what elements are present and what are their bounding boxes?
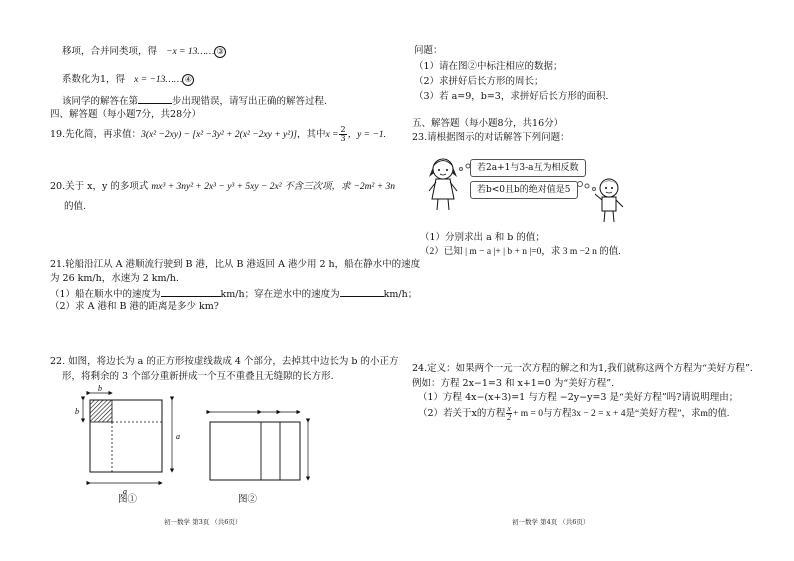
question-19 <box>50 126 386 143</box>
q24-p2-lead: （2）若关于x的方程 <box>418 408 506 419</box>
question-24-line2: 例如：方程 2x−1=3 和 x+1=0 为“美好方程”. <box>412 378 615 389</box>
q19-where: ，其中 <box>296 129 326 140</box>
q24-frac-num: x <box>507 404 511 413</box>
q24-p2-rest: + m = 0与方程3x − 2 = x + 4是“美好方程”，求m的值. <box>512 409 730 419</box>
q21-p1-c: km/h； <box>383 289 418 300</box>
question-24-line4 <box>418 404 729 424</box>
q19-x-den: 3 <box>340 134 346 143</box>
step-coeff-line <box>62 74 194 86</box>
figure-2-diagram <box>204 404 316 494</box>
question-21-line1: 21.轮船沿江从 A 港顺流行驶到 B 港，比从 B 港返回 A 港少用 2 h，船在静水中的速度 <box>50 259 421 270</box>
question-21-line2: 为 26 km/h，水速为 2 km/h. <box>50 273 179 284</box>
answer-blank-upstream[interactable] <box>340 287 384 297</box>
q21-p1-a: （1）船在顺水中的速度为 <box>50 289 161 300</box>
figure-2-caption: 图② <box>238 494 258 505</box>
question-21-line4: （2）求 A 港和 B 港的距离是多少 km? <box>50 301 219 312</box>
fig1-label-b-top: b <box>98 384 102 393</box>
question-24-line1: 24.定义：如果两个一元一次方程的解之和为1,我们就称这两个方程为“美好方程”. <box>412 363 753 374</box>
question-22-line1: 22. 如图，将边长为 a 的正方形按虚线裁成 4 个部分，去掉其中边长为 b 的小正方 <box>50 356 399 367</box>
q20-polynomial: mx³ + 3ny² + 2x³ − y³ + 5xy − 2x² 不含三次项，求 <box>151 182 351 192</box>
question-20-line2: 的值. <box>64 201 87 212</box>
figure-1-diagram <box>72 384 192 504</box>
q19-y-eq: ，y = −1. <box>347 130 386 140</box>
question-22-line2: 形，将剩余的 3 个部分重新拼成一个互不重叠且无缝隙的长方形. <box>62 371 334 382</box>
error-question-a: 该同学的解答在第 <box>62 96 139 107</box>
q24-fraction <box>506 405 512 422</box>
error-question-b: 步出现错误，请写出正确的解答过程. <box>172 96 328 107</box>
problem-part-3: （3）若 a=9，b=3，求拼好后长方形的面积. <box>414 91 609 102</box>
section-5-heading: 五、解答题（每小题8分，共16分） <box>412 118 564 129</box>
error-question <box>62 94 327 108</box>
q20-lead: 20.关于 x，y 的多项式 <box>50 181 149 192</box>
section-4-heading: 四、解答题（每小题7分，共28分） <box>50 109 202 120</box>
q19-x-eq: x = <box>325 130 339 140</box>
q21-p1-b: km/h；穿在逆水中的速度为 <box>220 289 340 300</box>
q19-x-num: 2 <box>340 125 346 134</box>
question-23-part-2: （2）已知 | m − a |+ | b + n |=0，求 3 m −2 n 的值. <box>420 247 621 257</box>
step-combine-line <box>62 46 226 58</box>
question-24-line3: （1）方程 4x−(x+3)=1 与方程 −2y−y=3 是“美好方程”吗?请说明理由； <box>418 392 739 403</box>
fig1-label-b-left: b <box>75 407 79 416</box>
boy-cartoon <box>592 176 626 224</box>
step-coeff-label: 系数化为1，得 <box>62 74 126 85</box>
problem-part-1: （1）请在图②中标注相应的数据； <box>414 61 563 72</box>
dialog-bubble-1: 若2a+1与3-a互为相反数 <box>470 159 586 177</box>
q19-expression: 3(x² −2xy) − [x² −3y² + 2(x² −2xy + y²)] <box>141 130 297 140</box>
question-20-line1 <box>50 181 395 193</box>
q20-target: −2m² + 3n <box>353 182 396 192</box>
girl-cartoon <box>423 155 463 213</box>
step-marker-3: ③ <box>214 46 226 58</box>
footer-page-3: 初一数学 第3页 （共6页） <box>164 518 242 526</box>
q19-number: 19. <box>50 129 66 140</box>
dialog-bubble-2: 若b<0且b的绝对值是5 <box>470 181 578 199</box>
q19-x-fraction <box>339 126 346 143</box>
step-combine-label: 移项，合并同类项，得 <box>62 46 158 57</box>
problem-heading: 问题： <box>414 45 443 56</box>
problem-part-2: （2）求拼好后长方形的周长； <box>414 76 544 87</box>
figure-1-caption: 图① <box>118 494 138 505</box>
fig1-label-a-bottom: a <box>123 487 127 496</box>
step-coeff-equation: x = −13…… <box>134 75 183 85</box>
question-23-line1: 23.请根据图示的对话解答下列问题： <box>412 132 570 143</box>
step-marker-4: ④ <box>182 74 194 86</box>
hatched-small-square <box>90 400 112 422</box>
question-21-line3 <box>50 287 417 301</box>
answer-blank-step[interactable] <box>138 94 172 104</box>
assembled-rectangle <box>210 422 300 480</box>
q19-text: 先化简，再求值： <box>65 129 142 140</box>
question-23-part-1: （1）分别求出 a 和 b 的值； <box>420 232 545 243</box>
answer-blank-downstream[interactable] <box>161 287 221 297</box>
q24-frac-den: 2 <box>507 413 512 422</box>
fig1-label-a-right: a <box>176 432 180 441</box>
step-combine-equation: −x = 13…… <box>166 47 215 57</box>
footer-page-4: 初一数学 第4页 （共6页） <box>512 518 590 526</box>
